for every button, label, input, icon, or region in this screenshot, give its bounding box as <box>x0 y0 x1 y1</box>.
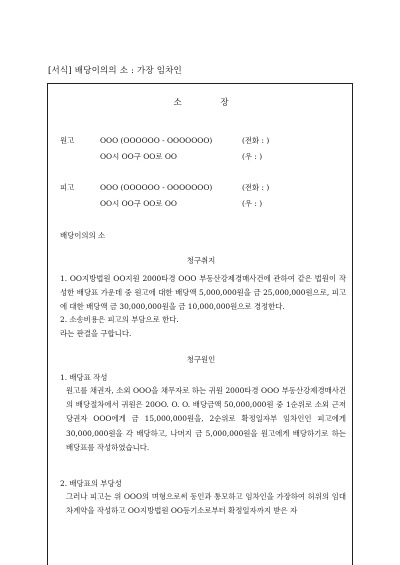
defendant-phone: (전화 : ) <box>242 183 270 192</box>
plaintiff-role: 원고 <box>60 136 75 145</box>
defendant-name-id: OOO (OOOOOO - OOOOOOO) <box>100 183 213 192</box>
plaintiff-name-id: OOO (OOOOOO - OOOOOOO) <box>100 136 213 145</box>
claim-purpose-item-1: 1. OO지방법원 OO지원 2000타경 OOO 부동산강제경매사건에 관하여 같은 법원이 작성한 배당표 가운데 중 원고에 대한 배당액 5,000,000원을 금 25,000,000원으로, 피고에 대한 배당액 금 30,000,000원을 금 10,000,000원으로 경정한다. <box>60 274 346 312</box>
section-1-body: 원고를 채권자, 소외 OOO을 채무자로 하는 귀원 2000타경 OOO 부동산강제경매사건의 배당절차에서 귀원은 20OO. O. O. 배당금액 50,000,000원 중 1순위로 소외 근저당권자 OOO에게 금 15,000,000원을, 2순위로 확정일자부 임차인인 피고에게 30,000,000원을 각 배당하고, 나머지 금 5,000,000원을 원고에게 배당하기로 하는 배당표를 작성하였습니다. <box>66 386 346 452</box>
section-2-body: 그러나 피고는 위 OOO의 며형으로써 동인과 통모하고 임차인을 가장하여 허위의 임대차계약을 작성하고 OO지방법원 OO등기소로부터 확정일자까지 받은 자 <box>66 492 346 516</box>
plaintiff-address: OO시 OO구 OO로 OO <box>100 152 177 161</box>
claim-purpose-closing: 라는 판결을 구합니다. <box>60 329 132 338</box>
plaintiff-postal: (우 : ) <box>242 152 263 161</box>
form-label: [서식] 배당이의의 소 : 가장 임차인 <box>48 66 182 76</box>
document-title: 소 장 <box>173 98 229 108</box>
case-name: 배당이의의 소 <box>60 231 106 240</box>
defendant-role: 피고 <box>60 183 75 192</box>
claim-purpose-item-2: 2. 소송비용은 피고의 부담으로 한다. <box>60 315 179 324</box>
section-1-title: 1. 배당표 작성 <box>60 373 108 382</box>
claim-purpose-heading: 청구취지 <box>186 256 216 265</box>
claim-reason-heading: 청구원인 <box>186 355 216 364</box>
section-2-title: 2. 배당표의 부당성 <box>60 479 122 488</box>
defendant-address: OO시 OO구 OO로 OO <box>100 199 177 208</box>
defendant-postal: (우 : ) <box>242 199 263 208</box>
plaintiff-phone: (전화 : ) <box>242 136 270 145</box>
document-frame <box>47 83 353 565</box>
